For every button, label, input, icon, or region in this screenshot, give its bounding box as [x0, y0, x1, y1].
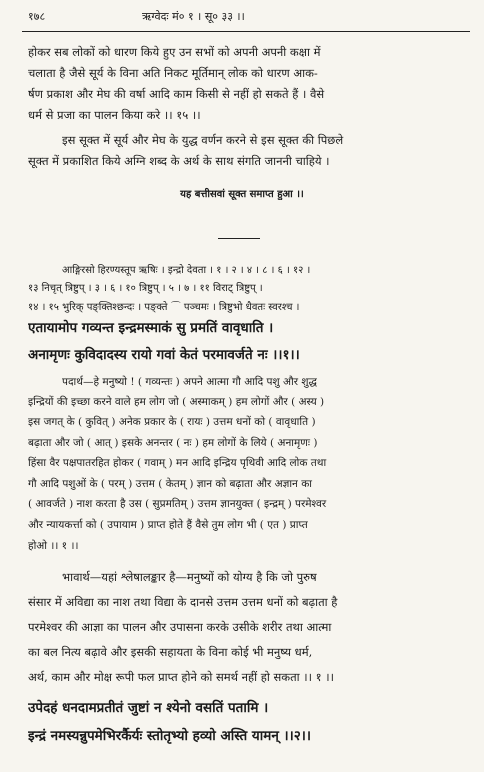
header-rule: [22, 31, 470, 32]
bhavartha-line: भावार्थ—यहां श्लेषालङ्कार है—मनुष्यों को योग्य है कि जो पुरुष: [62, 570, 317, 584]
bhavartha-line: का बल नित्य बढ़ावे और इसकी सहायता के विना कोई भी मनुष्य धर्म,: [28, 645, 313, 659]
text-line: धर्म से प्रजा का पालन किया करे ।। १५ ।।: [28, 108, 201, 122]
text-line: र्षण प्रकाश और मेघ की वर्षा आदि काम किसी से नहीं हो सकते हैं । वैसे: [28, 87, 325, 101]
sukta-closing-note: यह बत्तीसवां सूक्त समाप्त हुआ ।।: [180, 189, 304, 200]
padartha-line: ( आवर्जते ) नाश करता है उस ( सुप्रमतिम् ) उत्तम ज्ञानयुक्त ( इन्द्रम् ) परमेश्वर: [28, 498, 327, 510]
bhavartha-line: अर्थ, काम और मोक्ष रूपी फल प्राप्त होने को समर्थ नहीं हो सकता ।। १ ।।: [28, 670, 334, 684]
running-title: ऋग्वेदः मं० १ । सू० ३३ ।।: [142, 10, 245, 23]
anukramani-line: आङ्गिरसो हिरण्यस्तूप ऋषिः । इन्द्रो देवता । १ । २ । ४ । ८ । ६ । १२ ।: [62, 265, 311, 276]
padartha-line: इन्द्रियों की इच्छा करने वाले हम लोग जो ( अस्माकम् ) हम लोगों और ( अस्य ): [28, 396, 325, 408]
page-number: १७८: [28, 10, 46, 23]
padartha-line: और न्यायकर्त्ता को ( उपायाम ) प्राप्त होते हैं वैसे तुम लोग भी ( एत ) प्राप्त: [28, 519, 308, 531]
anukramani-line: १४ । १५ भुरिक् पङ्क्तिश्छन्दः । पङ्क्ते ⌒ पञ्चमः । त्रिष्टुभो धैवतः स्वरश्च ।: [28, 302, 300, 313]
bhavartha-line: संसार में अविद्या का नाश तथा विद्या के दानसे उत्तम उत्तम धनों को बढ़ाता है: [28, 595, 338, 609]
bhavartha-line: परमेश्वर की आज्ञा का पालन और उपासना करके उसीके शरीर तथा आत्मा: [28, 620, 332, 634]
mantra-line: उपेदहं धनदामप्रतीतं जुष्टां न श्येनो वसतिं पतामि ।: [28, 700, 269, 716]
padartha-line: पदार्थ—हे मनुष्यो ! ( गव्यन्तः ) अपने आत्मा गौ आदि पशु और शुद्ध: [62, 376, 317, 388]
mantra-line: इन्द्रं नमस्यन्नुपमेभिरर्कैर्यः स्तोतृभ्यो हव्यो अस्ति यामन् ।।२।।: [28, 728, 312, 744]
padartha-line: इस जगत् के ( कुवित् ) अनेक प्रकार के ( रायः ) उत्तम धनों को ( वावृधाति ): [28, 416, 316, 428]
padartha-line: गौ आदि पशुओं के ( परम् ) उत्तम ( केतम् ) ज्ञान को बढ़ाता और अज्ञान का: [28, 478, 313, 490]
padartha-line: बढ़ाता और जो ( आत् ) इसके अनन्तर ( नः ) हम लोगों के लिये ( अनामृणः ): [28, 437, 318, 449]
text-line: सूक्त में प्रकाशित किये अग्नि शब्द के अर्थ के साथ संगति जाननी चाहिये ।: [28, 154, 330, 168]
padartha-line: हिंसा वैर पक्षपातरहित होकर ( गवाम् ) मन आदि इन्द्रिय पृथिवी आदि लोक तथा: [28, 457, 327, 469]
padartha-line: होओ ।। १ ।।: [28, 540, 79, 552]
anukramani-line: १३ निचृत् त्रिष्टुप् । ३ । ६ । १० त्रिष्टुप् । ५ । ७ । ११ विराट् त्रिष्टुप् ।: [28, 283, 263, 294]
mantra-line: अनामृणः कुविदादस्य रायो गवां केतं परमावर्जते नः ।।१।।: [28, 347, 300, 363]
text-line: होकर सब लोकों को धारण किये हुए उन सभों को अपनी अपनी कक्षा में: [28, 45, 321, 59]
mantra-line: एतायामोप गव्यन्त इन्द्रमस्माकं सु प्रमतिं वावृधाति ।: [28, 320, 274, 336]
section-divider: [218, 238, 260, 239]
text-line: चलाता है जैसे सूर्य के विना अति निकट मूर्तिमान् लोक को धारण आक-: [28, 66, 318, 80]
text-line: इस सूक्त में सूर्य और मेघ के युद्ध वर्णन करने से इस सूक्त की पिछले: [62, 133, 344, 147]
